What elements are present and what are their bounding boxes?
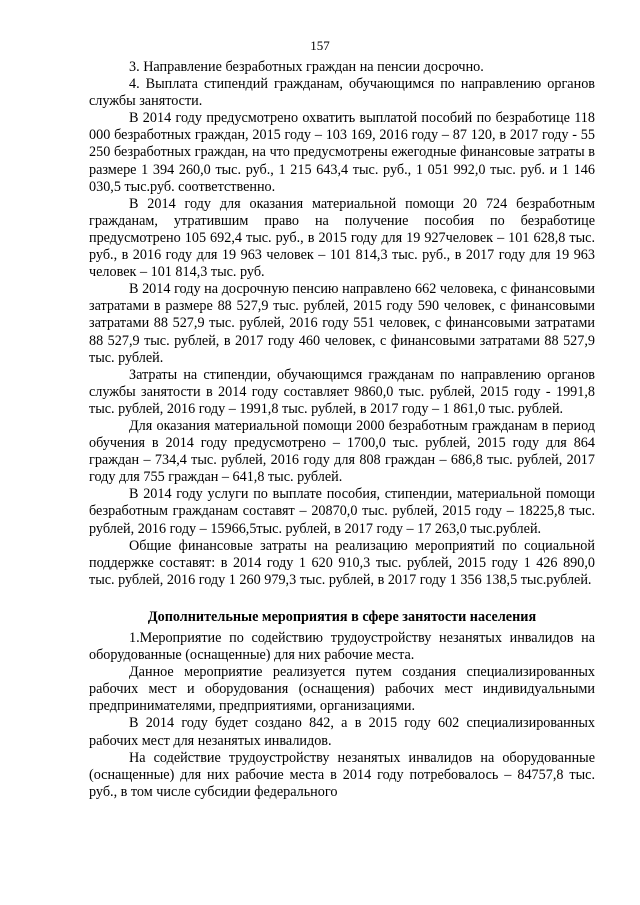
paragraph-list-item-3: 3. Направление безработных граждан на пенсии досрочно. bbox=[129, 59, 484, 75]
paragraph-workplaces-created: В 2014 году будет создано 842, а в 2015 году 602 специализированных рабочих мест для незанятых инвалидов. bbox=[89, 715, 595, 749]
paragraph-unemployment-benefits: В 2014 году предусмотрено охватить выплатой пособий по безработице 118 000 безработных граждан, 2015 году – 103 169, 2016 году – 87 120, в 2017 году - 55 250 безработных граждан, на что предусмотрены ежегодные финансовые затраты в размере 1 394 260,0 тыс. руб., 1 215 643,4 тыс. руб., 1 051 992,0 тыс. руб. и 1 146 030,5 тыс.руб. соответственно. bbox=[89, 110, 595, 195]
document-body bbox=[89, 59, 595, 801]
paragraph-payment-services: В 2014 году услуги по выплате пособия, стипендии, материальной помощи безработным гражданам составят – 20870,0 тыс. рублей, 2015 году – 18225,8 тыс. рублей, 2016 году – 15966,5тыс. рублей, в 2017 году – 17 263,0 тыс.рублей. bbox=[89, 486, 595, 537]
section-heading: Дополнительные мероприятия в сфере занятости населения bbox=[147, 608, 537, 625]
paragraph-measure-implementation: Данное мероприятие реализуется путем создания специализированных рабочих мест и оборудования (оснащения) рабочих мест индивидуальными предпринимателями, предприятиями, организациями. bbox=[89, 664, 595, 715]
paragraph-disabled-employment: 1.Мероприятие по содействию трудоустройству незанятых инвалидов на оборудованные (оснащенные) для них рабочие места. bbox=[89, 630, 595, 664]
paragraph-training-aid: Для оказания материальной помощи 2000 безработным гражданам в период обучения в 2014 году предусмотрено – 1700,0 тыс. рублей, 2015 году для 864 граждан – 734,4 тыс. рублей, 2016 году для 808 граждан – 686,8 тыс. рублей, 2017 году для 755 граждан – 641,8 тыс. рублей. bbox=[89, 417, 595, 486]
paragraph-total-costs: Общие финансовые затраты на реализацию мероприятий по социальной поддержке составят: в 2014 году 1 620 910,3 тыс. рублей, 2015 году 1 426 890,0 тыс. рублей, 2016 году 1 260 979,3 тыс. рублей, в 2017 году 1 356 138,5 тыс.рублей. bbox=[89, 537, 595, 588]
paragraph-funding-required: На содействие трудоустройству незанятых инвалидов на оборудованные (оснащенные) для них рабочие места в 2014 году потребовалось – 84757,8 тыс. руб., в том числе субсидии федерального bbox=[89, 749, 595, 800]
paragraph-early-pension: В 2014 году на досрочную пенсию направлено 662 человека, с финансовыми затратами в размере 88 527,9 тыс. рублей, 2015 году 590 человек, с финансовыми затратами 88 527,9 тыс. рублей, 2016 году 551 человек, с финансовыми затратами 88 527,9 тыс. рублей, в 2017 году 460 человек, с финансовыми затратами 88 527,9 тыс. рублей. bbox=[89, 281, 595, 366]
page-number: 157 bbox=[310, 38, 330, 53]
paragraph-stipend-costs: Затраты на стипендии, обучающимся гражданам по направлению органов службы занятости в 2014 году составляет 9860,0 тыс. рублей, 2015 году - 1991,8 тыс. рублей, 2016 году – 1991,8 тыс. рублей, в 2017 году – 1 861,0 тыс. рублей. bbox=[89, 366, 595, 417]
paragraph-material-aid: В 2014 году для оказания материальной помощи 20 724 безработным гражданам, утратившим право на получение пособия по безработице предусмотрено 105 692,4 тыс. руб., в 2015 году для 19 927человек – 101 628,8 тыс. руб., в 2016 году для 19 963 человек – 101 814,3 тыс. руб., в 2017 году для 19 963 человек – 101 814,3 тыс. руб. bbox=[89, 195, 595, 281]
paragraph-list-item-4: 4. Выплата стипендий гражданам, обучающимся по направлению органов службы занятости. bbox=[89, 76, 595, 110]
